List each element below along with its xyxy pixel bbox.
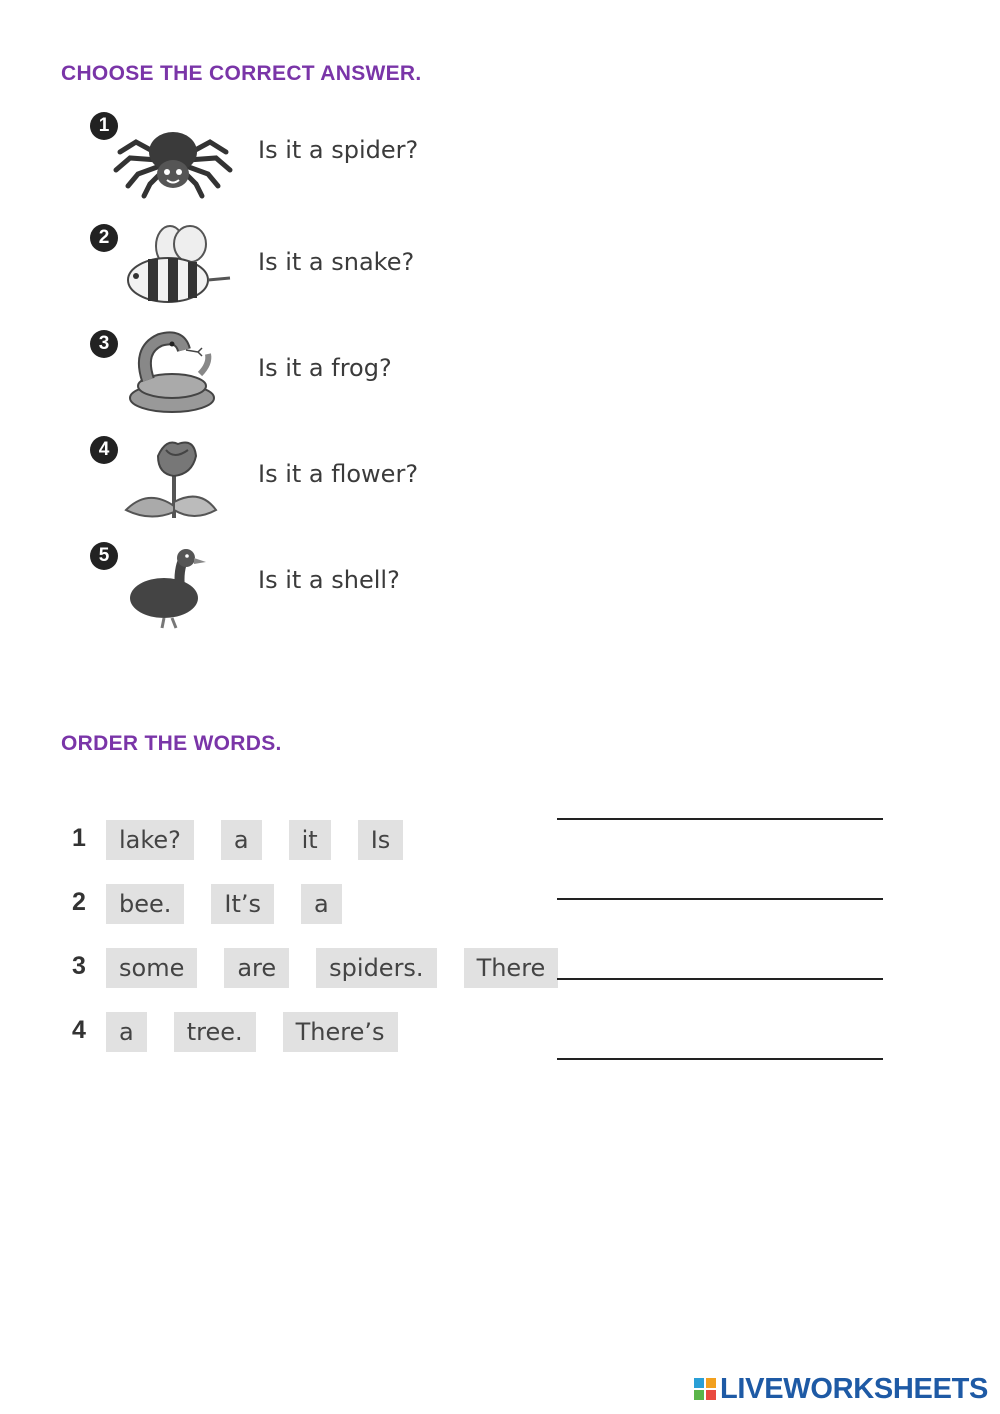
- question-item: [90, 542, 510, 632]
- question-number: 3: [90, 330, 118, 358]
- question-item: [90, 436, 510, 526]
- word-chip[interactable]: it: [289, 820, 331, 860]
- row-number: 2: [72, 888, 86, 916]
- word-chip[interactable]: a: [301, 884, 342, 924]
- word-chips: [106, 820, 403, 860]
- question-text: Is it a snake?: [258, 248, 415, 276]
- word-chips: [106, 884, 342, 924]
- word-chip[interactable]: There: [464, 948, 559, 988]
- spider-icon: [108, 112, 238, 202]
- question-item: [90, 224, 510, 314]
- snake-icon: [108, 330, 238, 420]
- logo-text: LIVEWORKSHEETS: [720, 1372, 989, 1405]
- liveworksheets-logo: [694, 1372, 988, 1406]
- question-number: 1: [90, 112, 118, 140]
- word-chip[interactable]: spiders.: [316, 948, 436, 988]
- word-chip[interactable]: a: [221, 820, 262, 860]
- word-chip[interactable]: Is: [358, 820, 404, 860]
- logo-square: [694, 1390, 704, 1400]
- choose-answer-title: CHOOSE THE CORRECT ANSWER.: [61, 62, 422, 85]
- answer-line[interactable]: [557, 978, 883, 980]
- order-row: [72, 1012, 552, 1056]
- order-row: [72, 884, 552, 928]
- logo-square: [706, 1390, 716, 1400]
- logo-badge-icon: [694, 1378, 716, 1400]
- question-number: 4: [90, 436, 118, 464]
- row-number: 4: [72, 1016, 86, 1044]
- word-chip[interactable]: lake?: [106, 820, 194, 860]
- duck-icon: [108, 542, 238, 632]
- question-item: [90, 330, 510, 420]
- word-chip[interactable]: tree.: [174, 1012, 256, 1052]
- order-row: [72, 948, 552, 992]
- answer-line[interactable]: [557, 1058, 883, 1060]
- bee-icon: [108, 224, 238, 314]
- word-chip[interactable]: There’s: [283, 1012, 398, 1052]
- word-chip[interactable]: a: [106, 1012, 147, 1052]
- order-row: [72, 820, 552, 864]
- question-text: Is it a flower?: [258, 460, 419, 488]
- word-chip[interactable]: are: [224, 948, 289, 988]
- word-chips: [106, 1012, 398, 1052]
- question-number: 2: [90, 224, 118, 252]
- row-number: 1: [72, 824, 86, 852]
- question-item: [90, 112, 510, 202]
- flower-icon: [108, 436, 238, 526]
- answer-line[interactable]: [557, 898, 883, 900]
- question-number: 5: [90, 542, 118, 570]
- order-words-title: ORDER THE WORDS.: [61, 732, 282, 755]
- word-chips: [106, 948, 558, 988]
- answer-line[interactable]: [557, 818, 883, 820]
- logo-square: [706, 1378, 716, 1388]
- question-text: Is it a spider?: [258, 136, 419, 164]
- word-chip[interactable]: bee.: [106, 884, 184, 924]
- row-number: 3: [72, 952, 86, 980]
- word-chip[interactable]: some: [106, 948, 197, 988]
- question-text: Is it a shell?: [258, 566, 400, 594]
- word-chip[interactable]: It’s: [211, 884, 274, 924]
- question-text: Is it a frog?: [258, 354, 392, 382]
- logo-square: [694, 1378, 704, 1388]
